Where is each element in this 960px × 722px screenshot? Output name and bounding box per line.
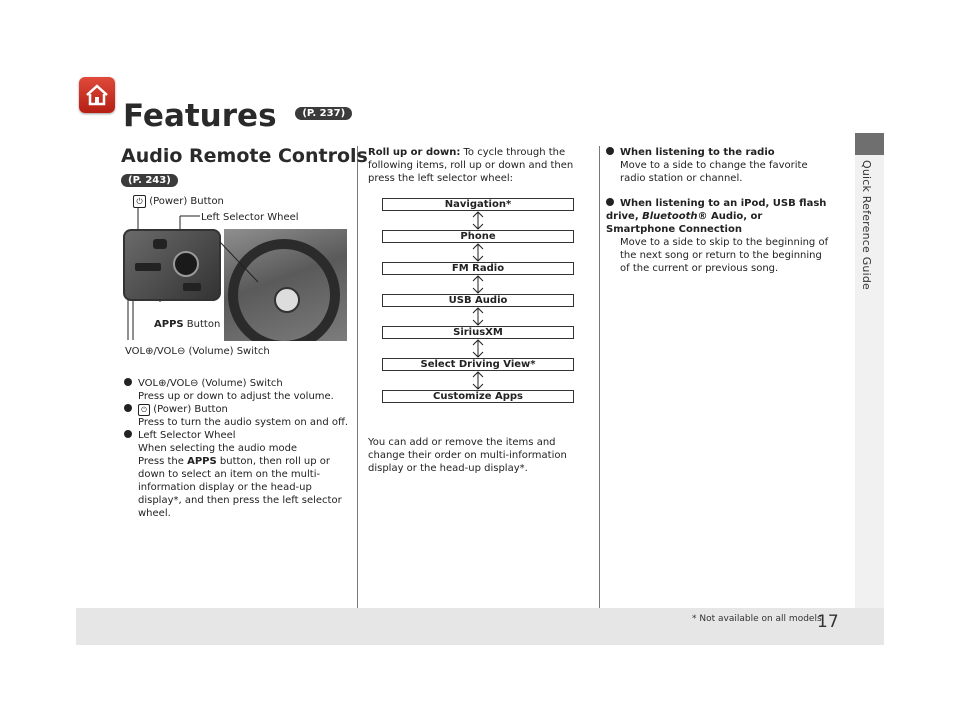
power-icon: ⏻ <box>138 404 150 416</box>
column-divider <box>599 146 600 608</box>
bullet-left-selector: Left Selector Wheel When selecting the audio mode Press the APPS button, then roll up or down to select an item on the multi-information display or the head-up display*, and then press the left selector wheel. <box>124 429 354 520</box>
flow-item: Customize Apps <box>382 390 574 403</box>
column-divider <box>357 146 358 608</box>
home-icon[interactable] <box>79 77 115 113</box>
flow-item: Navigation* <box>382 198 574 211</box>
power-callout: ⏻ (Power) Button <box>133 195 224 208</box>
power-button-graphic <box>153 239 167 249</box>
left-wheel-callout: Left Selector Wheel <box>201 212 299 223</box>
flow-item: USB Audio <box>382 294 574 307</box>
title-page-ref[interactable]: (P. 237) <box>295 107 352 120</box>
left-selector-wheel-graphic <box>173 251 199 277</box>
power-icon: ⏻ <box>133 195 146 208</box>
zoom-line <box>218 240 268 290</box>
apps-callout: APPS Button <box>154 319 221 330</box>
flow-item: FM Radio <box>382 262 574 275</box>
section-heading: Audio Remote Controls <box>121 145 368 167</box>
steering-control-closeup <box>123 229 221 301</box>
bullet-volume: VOL⊕/VOL⊖ (Volume) Switch Press up or down to adjust the volume. <box>124 377 354 403</box>
section-page-ref[interactable]: (P. 243) <box>121 170 178 189</box>
page-title <box>123 98 352 134</box>
volume-switch-graphic <box>135 263 161 271</box>
double-arrow-icon <box>470 275 486 294</box>
double-arrow-icon <box>470 339 486 358</box>
flow-item: SiriusXM <box>382 326 574 339</box>
left-bullet-list <box>124 377 354 520</box>
bullet-radio: When listening to the radio Move to a side to change the favorite radio station or channel. <box>606 146 834 185</box>
page-number: 17 <box>817 612 839 632</box>
double-arrow-icon <box>470 307 486 326</box>
flow-item: Phone <box>382 230 574 243</box>
right-bullet-list <box>606 146 834 275</box>
bullet-ipod-usb: When listening to an iPod, USB flash drive, Bluetooth® Audio, or Smartphone Connection Move to a side to skip to the beginning of the next song or return to the beginning of the current or previous song. <box>606 198 829 274</box>
double-arrow-icon <box>470 371 486 390</box>
flow-item: Select Driving View* <box>382 358 574 371</box>
bullet-power: ⏻ (Power) Button Press to turn the audio system on and off. <box>124 403 354 429</box>
side-tab <box>855 133 884 155</box>
customize-note: You can add or remove the items and change their order on multi-information display or the head-up display*. <box>368 437 567 474</box>
apps-button-graphic <box>183 283 201 291</box>
footnote: * Not available on all models <box>692 614 822 624</box>
vol-callout: VOL⊕/VOL⊖ (Volume) Switch <box>125 346 270 357</box>
page-title-text: Features <box>123 98 277 134</box>
double-arrow-icon <box>470 211 486 230</box>
double-arrow-icon <box>470 243 486 262</box>
side-tab-label: Quick Reference Guide <box>860 160 873 290</box>
roll-instructions: Roll up or down: To cycle through the following items, roll up or down and then press the left selector wheel: <box>368 147 574 184</box>
